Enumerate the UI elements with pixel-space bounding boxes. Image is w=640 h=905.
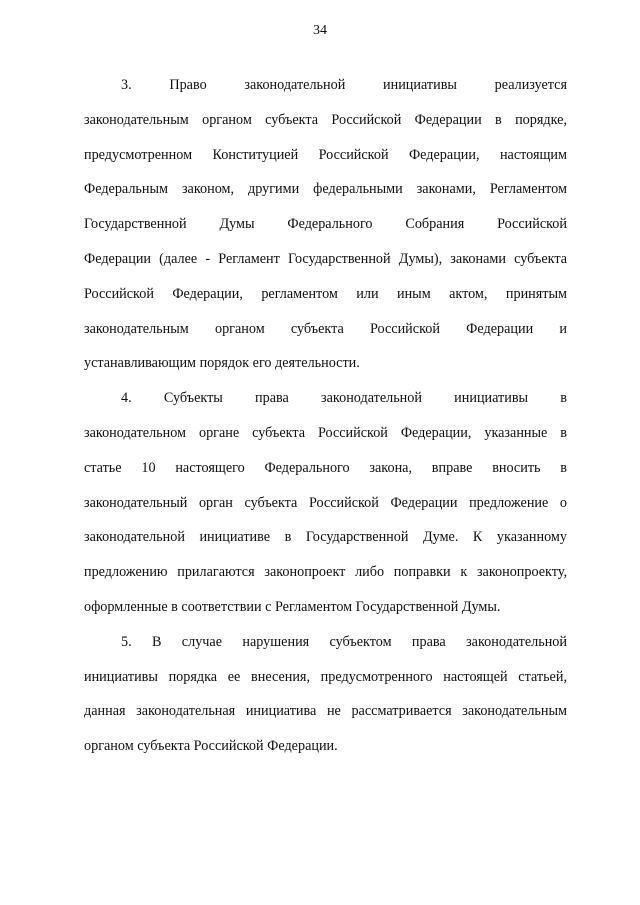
text-line: законодательным органом субъекта Российской Федерации в порядке, bbox=[84, 111, 567, 128]
text-line: инициативы порядка ее внесения, предусмотренного настоящей статьей, bbox=[84, 668, 567, 685]
text-line: предложению прилагаются законопроект либо поправки к законопроекту, bbox=[84, 564, 567, 581]
paragraph-5 bbox=[84, 625, 567, 764]
text-line: Федерации (далее - Регламент Государственной Думы), законами субъекта bbox=[84, 250, 567, 267]
text-line: предусмотренном Конституцией Российской Федерации, настоящим bbox=[84, 146, 567, 163]
text-line: статье 10 настоящего Федерального закона, вправе вносить в bbox=[84, 459, 567, 476]
text-line: устанавливающим порядок его деятельности. bbox=[84, 355, 360, 372]
page-number: 34 bbox=[313, 23, 327, 38]
text-line: оформленные в соответствии с Регламентом Государственной Думы. bbox=[84, 598, 501, 615]
paragraph-4 bbox=[84, 381, 567, 625]
text-line: законодательном органе субъекта Российской Федерации, указанные в bbox=[84, 424, 567, 441]
text-line: органом субъекта Российской Федерации. bbox=[84, 738, 338, 755]
text-line: 3. Право законодательной инициативы реализуется bbox=[121, 77, 567, 93]
text-line: законодательный орган субъекта Российской Федерации предложение о bbox=[84, 494, 567, 511]
paragraph-3 bbox=[84, 68, 567, 381]
text-line: 4. Субъекты права законодательной инициативы в bbox=[121, 390, 567, 407]
text-line: Российской Федерации, регламентом или иным актом, принятым bbox=[84, 285, 567, 302]
text-line: Федеральным законом, другими федеральными законами, Регламентом bbox=[84, 181, 567, 198]
text-line: законодательной инициативе в Государственной Думе. К указанному bbox=[84, 529, 567, 546]
text-line: законодательным органом субъекта Российской Федерации и bbox=[84, 320, 567, 337]
text-line: 5. В случае нарушения субъектом права законодательной bbox=[121, 633, 567, 650]
text-line: Государственной Думы Федерального Собрания Российской bbox=[84, 216, 567, 233]
text-line: данная законодательная инициатива не рассматривается законодательным bbox=[84, 703, 567, 720]
document-body bbox=[84, 68, 567, 764]
